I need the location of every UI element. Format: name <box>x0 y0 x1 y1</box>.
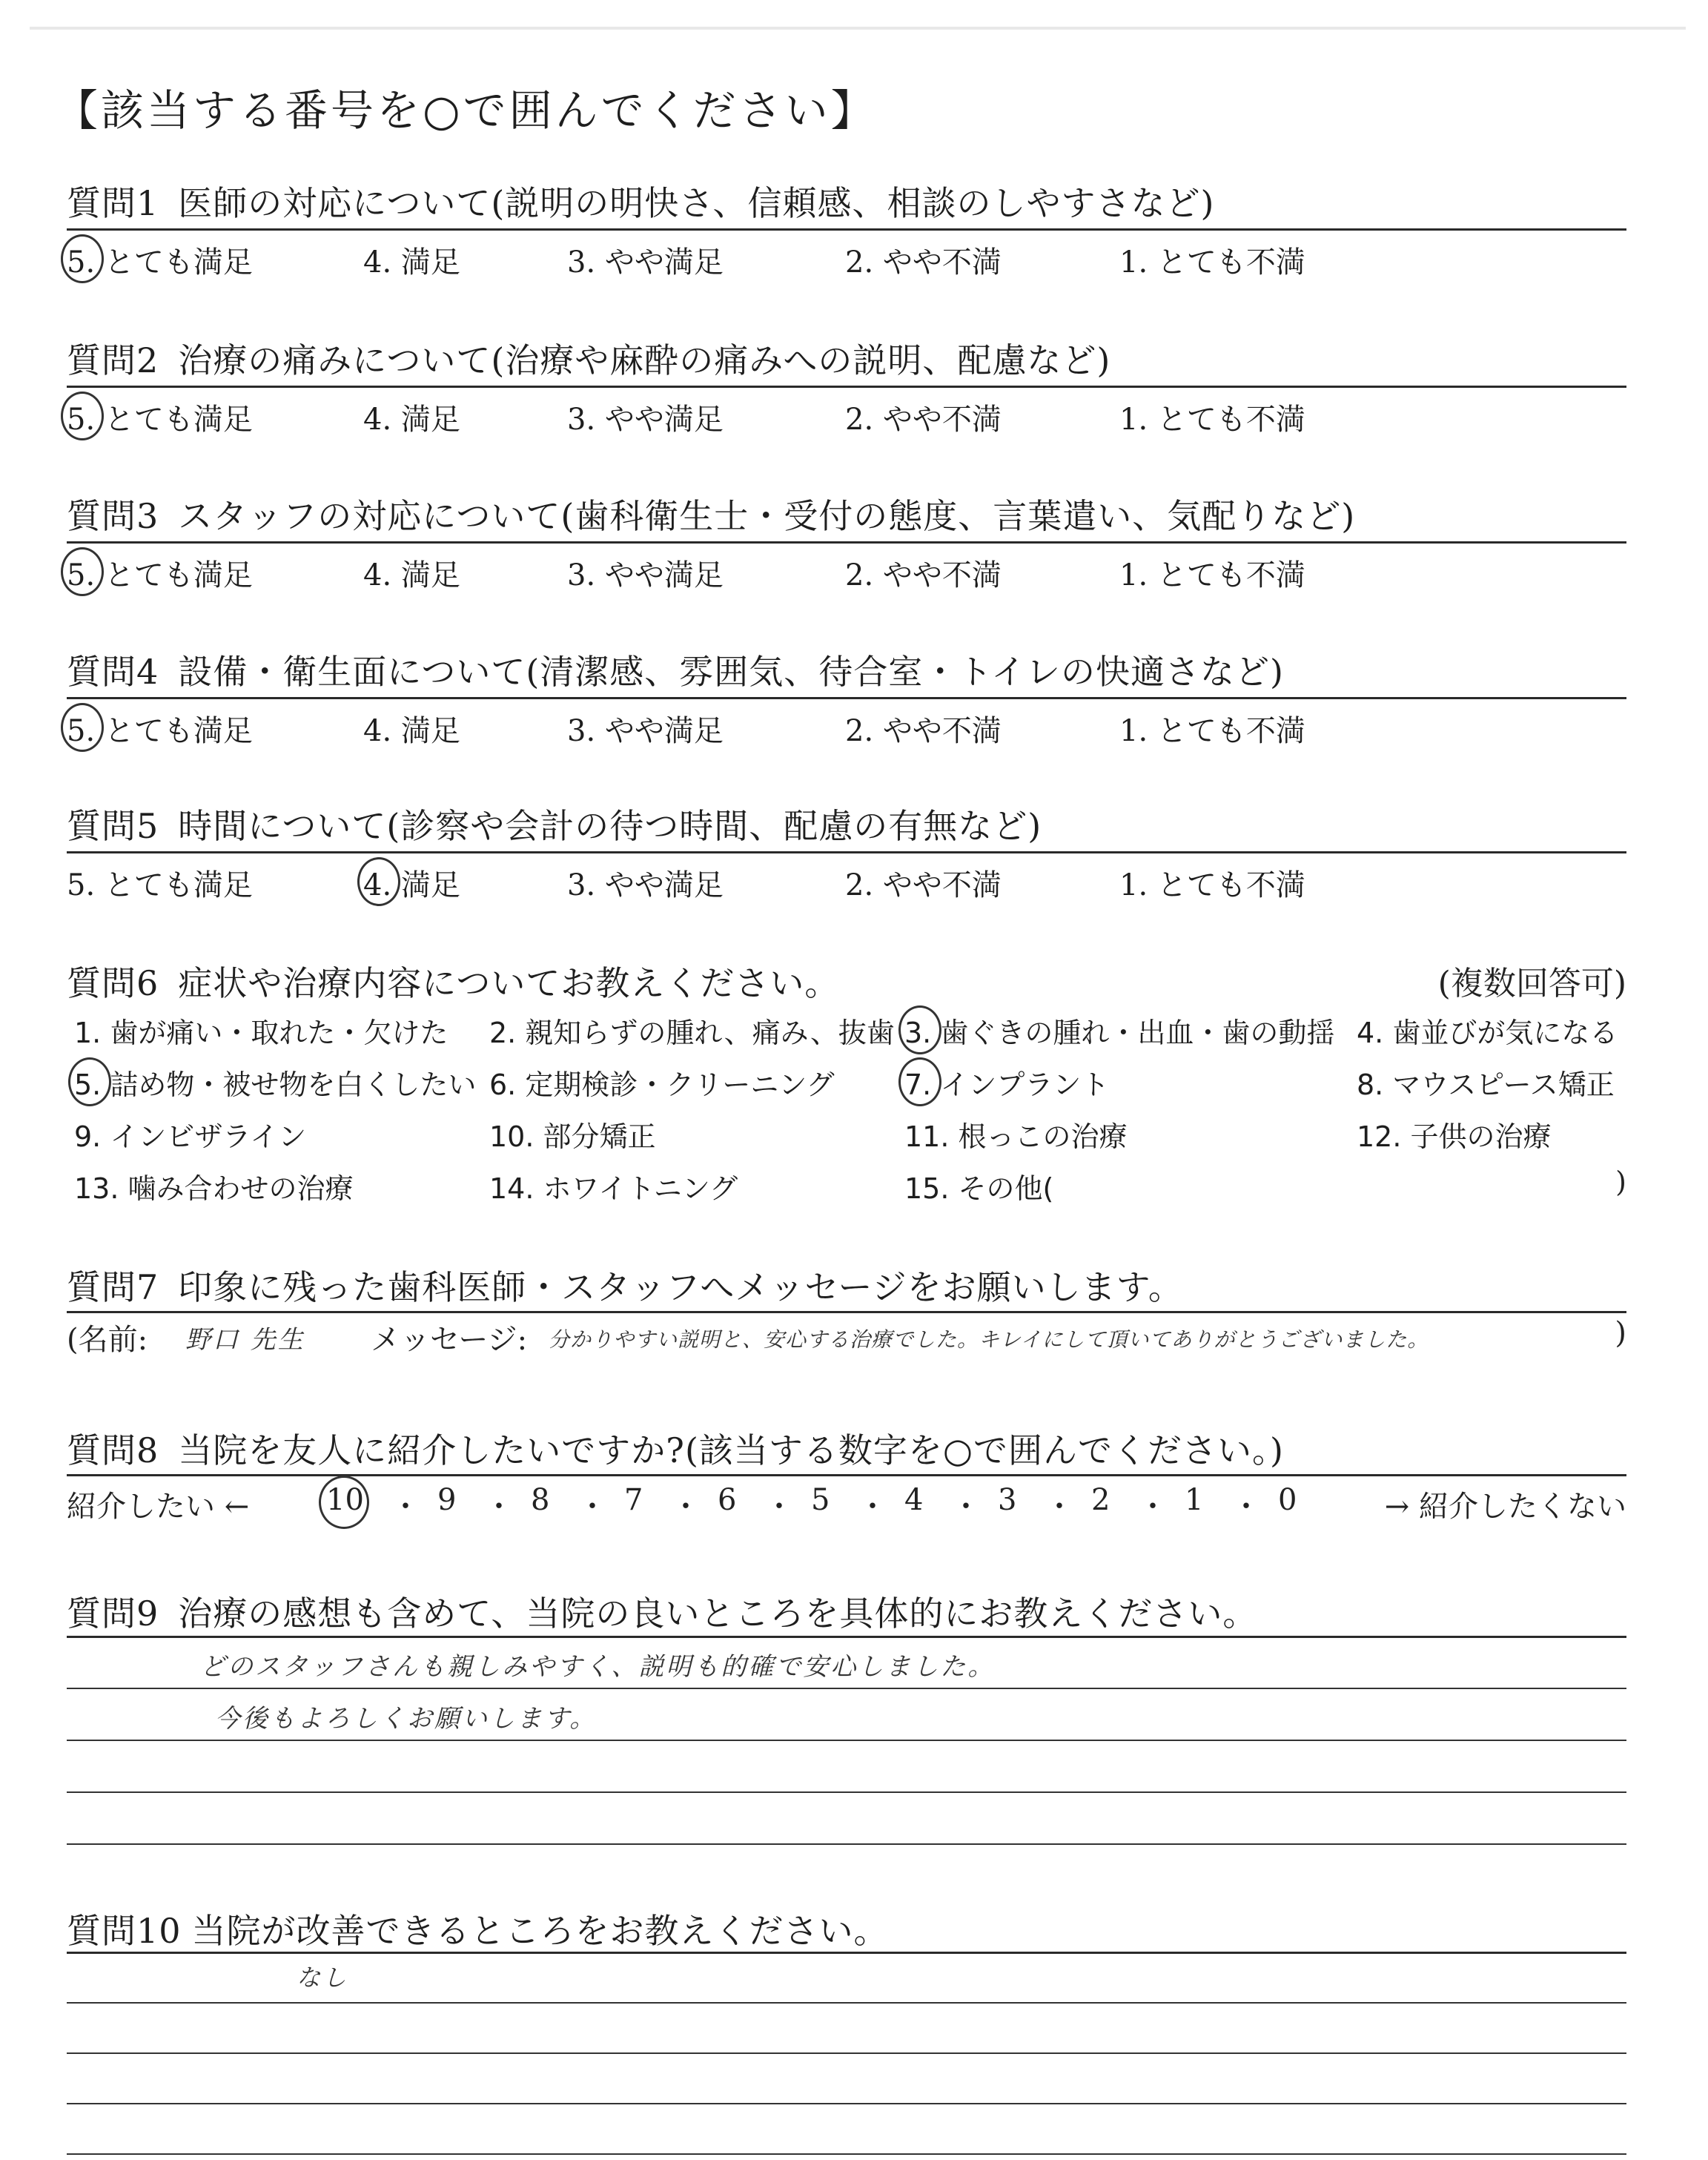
q10-writing-line <box>67 2103 1626 2104</box>
q6-option-3[interactable]: 3. 歯ぐきの腫れ・出血・歯の動揺 <box>904 1010 1334 1051</box>
question-7-title <box>67 1261 1183 1309</box>
q1-option-4[interactable]: 4. 満足 <box>363 245 460 280</box>
scale-dot: ・ <box>1138 1490 1168 1524</box>
q3-option-1[interactable]: 1. とても不満 <box>1119 558 1305 592</box>
q3-option-3[interactable]: 3. やや満足 <box>567 558 724 592</box>
q6-other-close-paren: ) <box>1615 1166 1626 1198</box>
question-7-answer <box>67 1316 1626 1361</box>
q10-writing-line <box>67 2052 1626 2054</box>
question-1-text: 医師の対応について(説明の明快さ、信頼感、相談のしやすさなど) <box>178 183 1215 223</box>
question-4-number: 質問4 <box>67 652 159 692</box>
question-6-text: 症状や治療内容についてお教えください。 <box>178 963 840 1003</box>
question-3-options <box>67 552 1626 593</box>
question-7-rule <box>67 1311 1626 1313</box>
q6-option-1[interactable]: 1. 歯が痛い・取れた・欠けた <box>74 1017 448 1049</box>
question-5-title <box>67 799 1042 848</box>
q2-option-2[interactable]: 2. やや不満 <box>845 403 1002 437</box>
q6-option-13[interactable]: 13. 噛み合わせの治療 <box>74 1172 354 1205</box>
q8-scale-0[interactable]: 0 <box>1278 1483 1297 1517</box>
q8-scale-2[interactable]: 2 <box>1091 1483 1110 1517</box>
q6-option-4[interactable]: 4. 歯並びが気になる <box>1357 1017 1618 1049</box>
q8-scale-8[interactable]: 8 <box>531 1483 550 1517</box>
q1-option-2[interactable]: 2. やや不満 <box>845 245 1002 280</box>
scale-dot: ・ <box>858 1490 887 1524</box>
q5-option-5[interactable]: 5. とても満足 <box>67 868 253 902</box>
question-9-title <box>67 1587 1257 1636</box>
form-heading: 【該当する番号を○で囲んでください】 <box>55 85 877 136</box>
scale-dot: ・ <box>764 1490 794 1524</box>
q6-option-9[interactable]: 9. インビザライン <box>74 1120 307 1153</box>
q3-option-5[interactable]: 5. とても満足 <box>67 552 253 594</box>
q9-answer-line-1[interactable]: どのスタッフさんも親しみやすく、説明も的確で安心しました。 <box>200 1652 996 1682</box>
q8-scale-4[interactable]: 4 <box>904 1483 924 1517</box>
question-4-title <box>67 645 1284 694</box>
q8-scale-5[interactable]: 5 <box>811 1483 830 1517</box>
q9-writing-line <box>67 1791 1626 1793</box>
question-7-number: 質問7 <box>67 1267 159 1307</box>
q8-scale-1[interactable]: 1 <box>1185 1483 1204 1517</box>
question-7-text: 印象に残った歯科医師・スタッフへメッセージをお願いします。 <box>178 1267 1183 1307</box>
question-3-title <box>67 489 1355 538</box>
question-2-rule <box>67 386 1626 388</box>
q9-answer-line-2[interactable]: 今後もよろしくお願いします。 <box>215 1704 598 1734</box>
scale-dot: ・ <box>484 1490 514 1524</box>
question-4-rule <box>67 697 1626 699</box>
question-2-options <box>67 396 1626 437</box>
q7-message-label: メッセージ: <box>371 1323 528 1357</box>
q8-right-label: → 紹介したくない <box>1384 1490 1626 1524</box>
question-5-text: 時間について(診察や会計の待つ時間、配慮の有無など) <box>178 806 1042 846</box>
q2-option-4[interactable]: 4. 満足 <box>363 403 460 437</box>
q6-option-7[interactable]: 7. インプラント <box>904 1062 1109 1103</box>
question-3-number: 質問3 <box>67 496 159 536</box>
question-1-title <box>67 176 1214 225</box>
q6-option-15[interactable]: 15. その他( <box>904 1172 1054 1205</box>
q5-option-1[interactable]: 1. とても不満 <box>1119 868 1305 902</box>
q6-option-10[interactable]: 10. 部分矯正 <box>489 1120 656 1153</box>
q3-option-2[interactable]: 2. やや不満 <box>845 558 1002 592</box>
q10-writing-line <box>67 2153 1626 2155</box>
q4-option-1[interactable]: 1. とても不満 <box>1119 714 1305 748</box>
question-3-text: スタッフの対応について(歯科衛生士・受付の態度、言葉遣い、気配りなど) <box>178 496 1356 536</box>
question-10-rule <box>67 1952 1626 1954</box>
q10-writing-line <box>67 2002 1626 2004</box>
question-5-rule <box>67 851 1626 853</box>
q1-option-1[interactable]: 1. とても不満 <box>1119 245 1305 280</box>
question-8-number: 質問8 <box>67 1430 159 1470</box>
q6-option-2[interactable]: 2. 親知らずの腫れ、痛み、抜歯 <box>489 1017 895 1049</box>
scale-dot: ・ <box>391 1490 420 1524</box>
q2-option-1[interactable]: 1. とても不満 <box>1119 403 1305 437</box>
q8-scale-9[interactable]: 9 <box>437 1483 457 1517</box>
q4-option-3[interactable]: 3. やや満足 <box>567 714 724 748</box>
q8-scale-6[interactable]: 6 <box>718 1483 737 1517</box>
question-4-options <box>67 707 1626 749</box>
q1-option-3[interactable]: 3. やや満足 <box>567 245 724 280</box>
q2-option-5[interactable]: 5. とても満足 <box>67 396 253 438</box>
question-4-text: 設備・衛生面について(清潔感、雰囲気、待合室・トイレの快適さなど) <box>178 652 1284 692</box>
question-2-title <box>67 334 1110 383</box>
question-6-options <box>74 1010 1626 1232</box>
question-6-number: 質問6 <box>67 963 159 1003</box>
multiple-answers-note: (複数回答可) <box>1437 965 1626 1003</box>
question-5-options <box>67 862 1626 903</box>
q8-scale-3[interactable]: 3 <box>998 1483 1017 1517</box>
q6-option-12[interactable]: 12. 子供の治療 <box>1357 1120 1552 1153</box>
question-9-rule <box>67 1636 1626 1638</box>
q4-option-4[interactable]: 4. 満足 <box>363 714 460 748</box>
q1-option-5[interactable]: 5. とても満足 <box>67 239 253 281</box>
question-2-number: 質問2 <box>67 340 159 380</box>
question-1-options <box>67 239 1626 280</box>
q5-option-4[interactable]: 4. 満足 <box>363 862 460 904</box>
q8-scale-10[interactable]: 10 <box>326 1483 364 1517</box>
question-8-rule <box>67 1474 1626 1476</box>
q6-option-6[interactable]: 6. 定期検診・クリーニング <box>489 1069 835 1101</box>
scale-dot: ・ <box>1231 1490 1261 1524</box>
q7-close-paren: ) <box>1615 1316 1626 1350</box>
q8-scale-7[interactable]: 7 <box>624 1483 643 1517</box>
question-9-number: 質問9 <box>67 1593 159 1634</box>
q7-message-value[interactable]: 分かりやすい説明と、安心する治療でした。キレイにして頂いてありがとうございました。 <box>549 1327 1429 1352</box>
q6-option-11[interactable]: 11. 根っこの治療 <box>904 1120 1128 1153</box>
q9-writing-line <box>67 1843 1626 1845</box>
q4-option-2[interactable]: 2. やや不満 <box>845 714 1002 748</box>
question-8-title <box>67 1424 1284 1473</box>
q6-option-5[interactable]: 5. 詰め物・被せ物を白くしたい <box>74 1062 476 1103</box>
q10-answer[interactable]: なし <box>297 1964 349 1992</box>
q5-option-2[interactable]: 2. やや不満 <box>845 868 1002 902</box>
scale-dot: ・ <box>951 1490 981 1524</box>
q9-writing-line <box>67 1740 1626 1741</box>
question-10-number: 質問10 <box>67 1911 182 1951</box>
q7-name-label: (名前: <box>67 1323 148 1357</box>
q9-writing-line <box>67 1688 1626 1689</box>
q4-option-5[interactable]: 5. とても満足 <box>67 707 253 750</box>
q2-option-3[interactable]: 3. やや満足 <box>567 403 724 437</box>
question-2-text: 治療の痛みについて(治療や麻酔の痛みへの説明、配慮など) <box>178 340 1111 380</box>
question-6-spacer <box>67 1005 1626 1006</box>
question-10-text: 当院が改善できるところをお教えください。 <box>191 1911 889 1951</box>
scale-dot: ・ <box>1045 1490 1074 1524</box>
page-top-edge <box>30 27 1686 30</box>
question-8-scale <box>67 1483 1626 1527</box>
question-8-text: 当院を友人に紹介したいですか?(該当する数字を○で囲んでください。) <box>178 1430 1284 1470</box>
q8-left-label: 紹介したい ← <box>67 1490 250 1524</box>
q3-option-4[interactable]: 4. 満足 <box>363 558 460 592</box>
scale-dot: ・ <box>671 1490 701 1524</box>
question-3-rule <box>67 541 1626 544</box>
q6-option-14[interactable]: 14. ホワイトニング <box>489 1172 738 1205</box>
scale-dot: ・ <box>577 1490 607 1524</box>
question-10-title <box>67 1904 889 1953</box>
question-6-title <box>67 957 839 1005</box>
q7-name-value[interactable]: 野口 先生 <box>185 1325 305 1355</box>
question-5-number: 質問5 <box>67 806 159 846</box>
question-1-rule <box>67 228 1626 231</box>
question-1-number: 質問1 <box>67 183 159 223</box>
question-9-text: 治療の感想も含めて、当院の良いところを具体的にお教えください。 <box>178 1593 1258 1634</box>
q5-option-3[interactable]: 3. やや満足 <box>567 868 724 902</box>
q6-option-8[interactable]: 8. マウスピース矯正 <box>1357 1069 1615 1101</box>
